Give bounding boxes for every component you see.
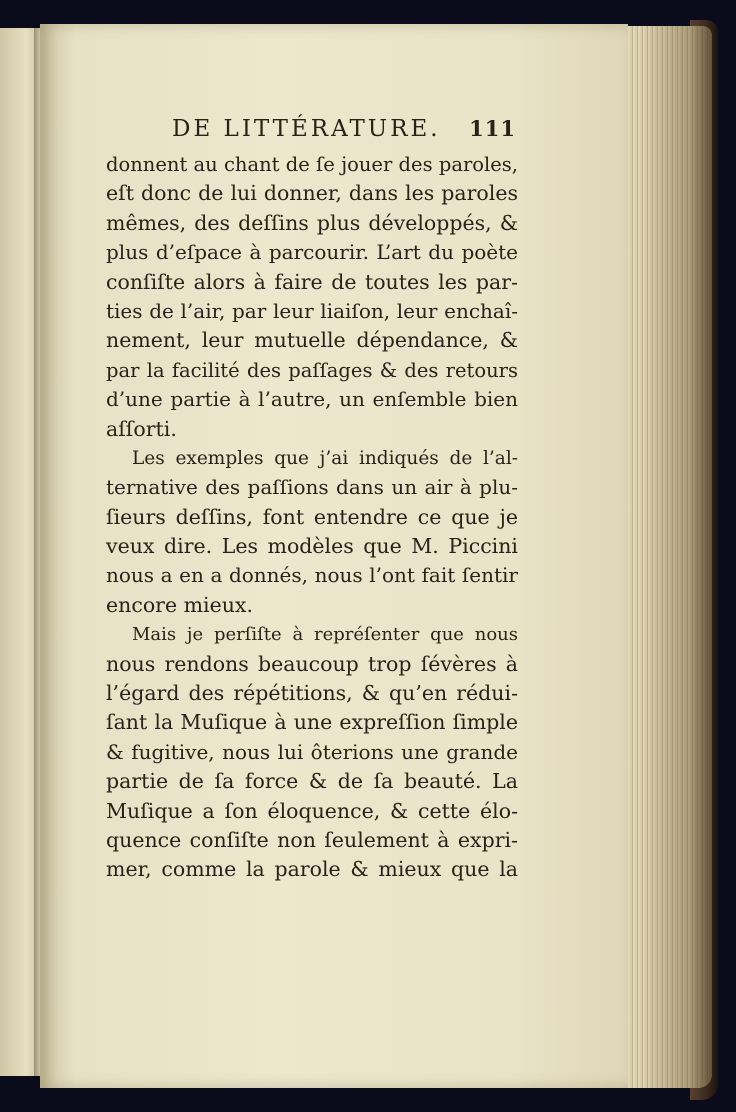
- text-line: eſt donc de lui donner, dans les paroles: [106, 181, 518, 206]
- running-head: DE LITTÉRATURE.: [172, 116, 441, 142]
- body-text: [106, 150, 518, 885]
- text-line: ſant la Muſique à une expreſſion ſimple: [106, 710, 518, 735]
- text-line: aſſorti.: [106, 416, 177, 441]
- text-line: conſiſte alors à faire de toutes les par-: [106, 269, 518, 294]
- page-header: [172, 114, 516, 148]
- text-line: Muſique a ſon éloquence, & cette élo-: [106, 798, 518, 823]
- text-line: encore mieux.: [106, 592, 254, 617]
- text-line: nous rendons beaucoup trop ſévères à: [106, 651, 518, 676]
- text-line: d’une partie à l’autre, un enſemble bien: [106, 387, 518, 412]
- text-line: partie de ſa force & de ſa beauté. La: [106, 769, 518, 794]
- text-line: par la facilité des paſſages & des retours: [106, 358, 518, 382]
- text-line: nous a en a donnés, nous l’ont fait ſentir: [106, 563, 518, 588]
- text-line: veux dire. Les modèles que M. Piccini: [106, 534, 518, 559]
- text-line: l’égard des répétitions, & qu’en rédui-: [106, 681, 518, 706]
- paragraph-start-line: Les exemples que j’ai indiqués de l’al-: [132, 447, 518, 469]
- text-line: ternative des paſſions dans un air à plu-: [106, 475, 518, 500]
- text-line: plus d’eſpace à parcourir. L’art du poète: [106, 240, 518, 265]
- text-line: ties de l’air, par leur liaiſon, leur enchaî-: [106, 298, 518, 323]
- text-line: donnent au chant de ſe jouer des paroles,: [106, 153, 518, 176]
- text-line: quence conſiſte non ſeulement à expri-: [106, 827, 518, 852]
- text-line: mer, comme la parole & mieux que la: [106, 857, 518, 882]
- paragraph-start-line: Mais je perſiſte à repréſenter que nous: [132, 624, 518, 646]
- page-stack-shadow: [640, 26, 712, 1088]
- text-line: & fugitive, nous lui ôterions une grande: [106, 739, 518, 764]
- text-line: ſieurs deſſins, font entendre ce que je: [106, 504, 518, 529]
- text-line: mêmes, des deſſins plus développés, &: [106, 210, 518, 235]
- text-line: nement, leur mutuelle dépendance, &: [106, 328, 518, 353]
- page-number: 111: [469, 116, 516, 141]
